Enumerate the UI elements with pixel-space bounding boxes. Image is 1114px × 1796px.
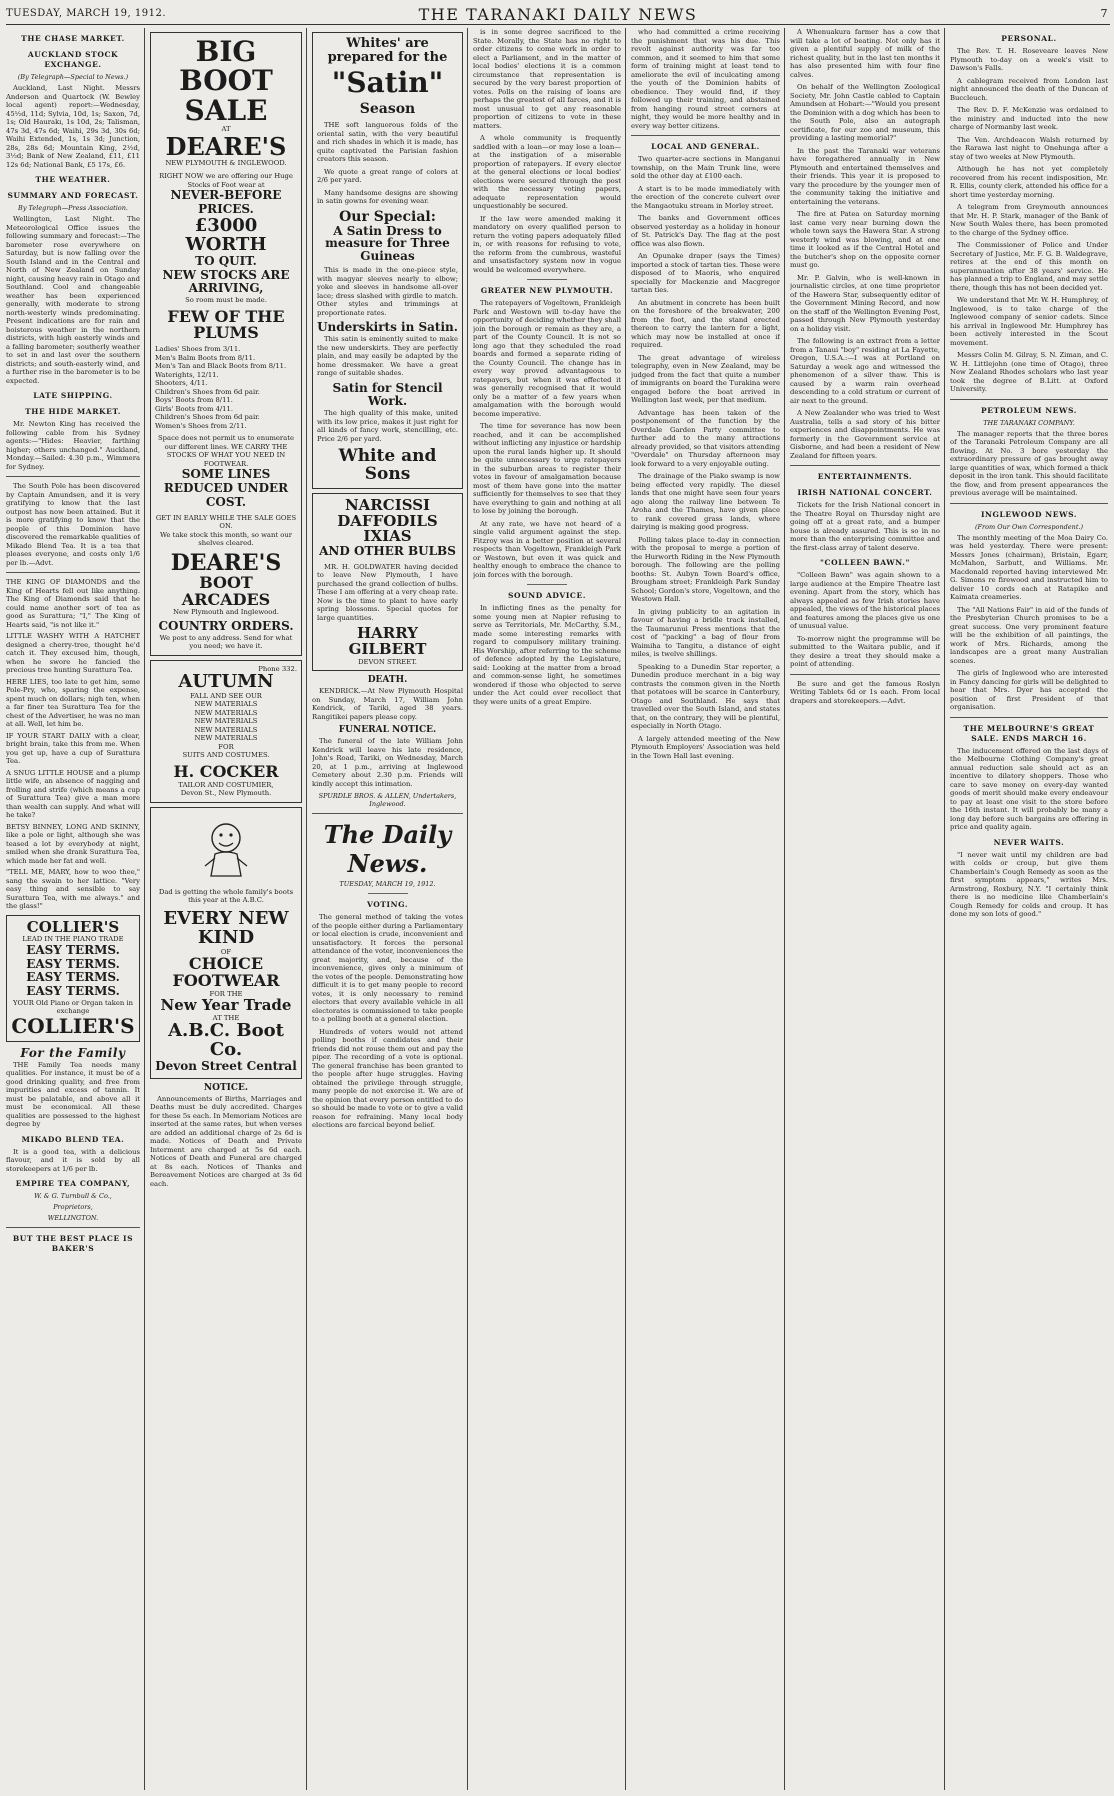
- empire-heading: EMPIRE TEA COMPANY,: [15, 1179, 131, 1189]
- local-item: On behalf of the Wellington Zoological Society, Mr. John Castle cabled to Captain Amundsen at Hobart:—"Would you present the Dominion with a dog which has been to the South Pole, also an autograph certificate, for our zoo and museum, this providing a lasting memorial?": [790, 83, 940, 142]
- other-bulbs: AND OTHER BULBS: [319, 544, 456, 559]
- separator: [527, 584, 567, 585]
- voting-continued-3: If the law were amended making it mandatory on every qualified person to return the voting papers adequately filled in, or with reasons for refusing to vote, the reform from the cumbrous, wasteful and unsatisfactory system now in vogue would be welcomed everywhere.: [473, 214, 621, 274]
- local-item: The fire at Patea on Saturday morning last came very near burning down the whole town says the Hawera Star. A strong westerly wind was blowing, and at one time it looked as if the Central Hotel and the butcher's shop on the opposite corner must go.: [790, 210, 940, 269]
- local-item: Two quarter-acre sections in Manganui township, on the Main Trunk line, were sold the other day at £100 each.: [631, 155, 780, 180]
- plum-item: Girls' Boots from 4/11.: [155, 404, 233, 413]
- local-item: In the past the Taranaki war veterans have foregathered annually in New Plymouth and entertained themselves and their friends. This year it is proposed to vary the procedure by the younger men of the community taking the initiative and entertaining the veterans.: [790, 146, 940, 206]
- column-rule: [625, 28, 626, 1790]
- cocker-name: H. COCKER: [173, 761, 279, 781]
- separator: [950, 503, 1108, 504]
- voting-text-2: Hundreds of voters would not attend polling booths if candidates and their friends did not rouse them out and pay the piper. The recording of a vote is optional. The general franchise has been granted to the people after huge struggles. Having obtained the privilege through struggle, many people do not exercise it. We are of the opinion that every person entitled to do so should be made to vote or to give a valid reason for refraining. Many local body elections are farcical beyond belief.: [312, 1027, 463, 1130]
- column-rule: [306, 28, 307, 1790]
- satin-text-3: Many handsome designs are showing in satin gowns for evening wear.: [317, 188, 458, 206]
- never-waits-heading: NEVER WAITS.: [993, 837, 1065, 847]
- melbourne-heading: THE MELBOURNE'S GREAT SALE. ENDS MARCH 16.: [963, 723, 1095, 743]
- personal-item: The Commissioner of Police and Under Secretary of Justice, Mr. F. G. B. Waldegrave, retires at the end of this month on superannuation after 38 years' service. He has planned a trip to England, and may settle there, though this has not been decided yet.: [950, 241, 1108, 292]
- local-item: A start is to be made immediately with the erection of the concrete culvert over the Mangaotuku stream in Morley street.: [631, 184, 780, 210]
- irish-concert-text: Tickets for the Irish National concert in the Theatre Royal on Thursday night are going off at a great rate, and a bumper house is already assured. This is so in no more than the enterprising committee and the first-class array of talent deserve.: [790, 501, 940, 552]
- bulb-text: MR. H. GOLDWATER having decided to leave New Plymouth, I have purchased the grand collection of bulbs. These I am offering at a very cheap rate. Now is the time to plant to have early spring blossoms. Special quotes for large quantities.: [317, 562, 458, 622]
- local-item: Speaking to a Dunedin Star reporter, a Dunedin produce merchant in a big way contrasts the common given in the North that potatoes will be scarce in Canterbury, Otago and Southland. He says that travelled over the South Island, and states that, on the contrary, they will be plentiful, especially in North Otago.: [631, 662, 780, 730]
- inglewood-heading: INGLEWOOD NEWS.: [980, 509, 1078, 519]
- plum-item: Women's Shoes from 2/11.: [155, 421, 247, 430]
- plum-item: Ladies' Shoes from 3/11.: [155, 345, 241, 354]
- separator: [6, 572, 140, 573]
- column-rule: [144, 28, 145, 1790]
- space-note: Space does not permit us to enumerate our different lines. WE CARRY THE STOCKS OF WHAT YOU NEED IN FOOTWEAR.: [158, 434, 294, 468]
- separator: [312, 813, 463, 814]
- shipping-heading: LATE SHIPPING.: [33, 391, 113, 400]
- personal-item: We understand that Mr. W. H. Humphrey, of Inglewood, is to take charge of the Inglewood company of senior cadets. Since his arrival in Inglewood Mr. Humphrey has been actively interested in the Scout movement.: [950, 296, 1108, 347]
- local-item: The great advantage of wireless telegraphy, even in New Zealand, may be judged from the fact that quite a number of immigrants on board the Turakina were engaged before the boat arrived in Wellington last week, per that medium.: [631, 353, 780, 404]
- separator: [368, 893, 408, 894]
- tomorrow-text: To-morrow night the programme will be submitted to the Waitara public, and if they desire a treat they should make a point of attending.: [790, 634, 940, 668]
- petroleum-text: The manager reports that the three bores of the Taranaki Petroleum Company are all flowing. At No. 3 bore yesterday the extraordinary pressure of gas brought away large quantities of wax, which formed a thick deposit in the iron tank. This should facilitate the flow, and from present appearances the previous average will be maintained.: [950, 429, 1108, 497]
- local-item: A New Zealander who was tried to West Australia, tells a sad story of his bitter experiences and disappointments. He was formerly in the Government service at Gisborne, and had been a resident of New Zealand for fifteen years.: [790, 409, 940, 460]
- harry-gilbert: HARRY GILBERT: [348, 624, 427, 659]
- season-label: Season: [359, 100, 416, 117]
- family-text: THE Family Tea needs many qualities. For instance, it must be of a good drinking quality, and free from impurities and excess of tannin. It must be palatable, and above all it must be economical. All these qualities are possessed to the highest degree by: [6, 1060, 140, 1129]
- column-6: [790, 28, 940, 1790]
- inglewood-item: The monthly meeting of the Moa Dairy Co. was held yesterday. There were present: Messrs Jones (chairman), Bristain, Egarr, McMahon, Sarbutt, and Williams. Mr. Macdonald reported having interviewed Mr. G. Simons re firewood and instructed him to deliver 10 cords each at Ratapiko and Kaimata creameries.: [950, 533, 1108, 601]
- sound-advice-heading: SOUND ADVICE.: [507, 591, 587, 600]
- underskirts-text: This satin is eminently suited to make the new underskirts. They are perfectly plain, and may easily be adapted by the home dressmaker. We have a great range of suitable shades.: [317, 335, 458, 378]
- few-plums: FEW OF THE PLUMS: [167, 306, 285, 343]
- material-line: NEW MATERIALS: [194, 700, 258, 709]
- special-text: A Satin Dress to measure for Three Guineas: [325, 223, 450, 263]
- cocker-sub: TAILOR AND COSTUMIER,: [178, 780, 274, 789]
- colleen-bawn-heading: "COLLEEN BAWN.": [820, 558, 910, 567]
- greater-np-text-3: At any rate, we have not heard of a single valid argument against the step. Fitzroy was in a better position at several respects than Vogeltown, Frankleigh Park or Westown, but even it was quick and healthy enough to embrace the chance to join forces with the borough.: [473, 519, 621, 579]
- material-line: NEW MATERIALS: [194, 734, 258, 743]
- notice-text: Announcements of Births, Marriages and Deaths must be duly accredited. Charges for these 5s each. In Memoriam Notices are inserted at the same rates, but when verses are added an additional charge of 2s 6d is made. Notices of Death and Private Interment are charged at 5s 6d each. Notices of Death and Funeral are charged at 8s each. Notices of Thanks and Bereavement Notices are charged at 3s 6d each.: [150, 1094, 302, 1188]
- column-rule: [467, 28, 468, 1790]
- plum-item: Men's Tan and Black Boots from 8/11.: [155, 362, 287, 371]
- special-desc: This is made in the one-piece style, with magyar sleeves nearly to elbow; yoke and sleeves in handsome all-over lace; dress slashed with girdle to match. Other styles and trimmings at proportionate rates.: [317, 266, 458, 317]
- personal-item: The Rev. T. H. Roseveare leaves New Plymouth to-day on a week's visit to Dawson's Falls.: [950, 47, 1108, 72]
- so-room: So room must be made.: [185, 296, 267, 305]
- separator: [950, 717, 1108, 718]
- satin-text: THE soft languorous folds of the oriental satin, with the very beautiful and rich shades in which it is made, has quite captivated the Parisian fashion creators this season.: [317, 121, 458, 164]
- deares-name-2: DEARE'S: [170, 549, 282, 576]
- daily-news-title: The Daily News.: [323, 820, 452, 879]
- funeral-heading: FUNERAL NOTICE.: [338, 725, 437, 736]
- stock-heading: AUCKLAND STOCK EXCHANGE.: [27, 50, 119, 69]
- market-heading: THE CHASE MARKET.: [21, 34, 125, 43]
- masthead-date: TUESDAY, MARCH 19, 1912.: [6, 8, 167, 19]
- personal-item: The Ven. Archdeacon Walsh returned by the Rarawa last night to Onehunga after a stay of two weeks at New Plymouth.: [950, 135, 1108, 161]
- material-line: NEW MATERIALS: [194, 717, 258, 726]
- funeral-text: The funeral of the late William John Kendrick will leave his late residence, John's Road, Tariki, on Wednesday, March 20, at 1 p.m., arriving at Inglewood Cemetery about 2.30 p.m. Friends will kindly accept this intimation.: [312, 737, 463, 788]
- personal-item: Although he has not yet completely recovered from his recent indisposition, Mr. R. Ellis, county clerk, attended his office for a short time yesterday morning.: [950, 165, 1108, 199]
- new-stocks: NEW STOCKS ARE ARRIVING,: [162, 267, 290, 296]
- at-label: AT: [221, 125, 231, 134]
- shipping-text: Mr. Newton King has received the following cable from his Sydney agents:—"Hides: Heavier, farthing higher; others unchanged." Auckland, Monday.—Sailed: 4.30 p.m., Wimmera for Sydney.: [6, 420, 140, 471]
- here-lies-advert: HERE LIES, too late to get him, some Pole-Pry, who, sparing the expense, spent much on dollars; nigh ten, when a far finer tea Surattura Tea for the chest of the Advertiser, he was no man at all. Well, let him be.: [6, 677, 140, 728]
- piano-line: EASY TERMS.: [26, 984, 120, 999]
- notice-heading: NOTICE.: [203, 1082, 249, 1093]
- undertakers: SPURDLE BROS. & ALLEN, Undertakers, Inglewood.: [318, 792, 457, 809]
- bakers-line: BUT THE BEST PLACE IS BAKER'S: [12, 1234, 134, 1254]
- big-boot-sale: BIG BOOT SALE: [179, 35, 273, 127]
- separator: [950, 399, 1108, 400]
- weather-sub2: By Telegraph—Press Association.: [18, 204, 128, 212]
- piano-line: EASY TERMS.: [26, 942, 120, 957]
- country-text: We post to any address. Send for what you need; we have it.: [159, 633, 293, 651]
- voting-text: The general method of taking the votes of the people either during a Parliamentary or local election is crude, inconvenient and unsatisfactory. It forces the personal attendance of the voter, inconveniences the great majority, and, because of the inconvenience, gives only a minimum of the votes of the people. Demonstrating how difficult it is to get many people to record votes, it is only necessary to remind electors that every available vehicle in all electorates is commissioned to take people to a polling booth at a general election.: [312, 913, 463, 1024]
- empire-line: WELLINGTON.: [47, 1214, 99, 1223]
- personal-heading: PERSONAL.: [1001, 34, 1057, 43]
- right-now: RIGHT NOW we are offering our Huge Stocks of Foot wear at: [159, 172, 293, 189]
- stock-sub: (By Telegraph—Special to News.): [17, 73, 129, 81]
- whites-line-1: Whites' are: [346, 36, 429, 51]
- inglewood-sub: (From Our Own Correspondent.): [974, 522, 1084, 531]
- daffodils: DAFFODILS: [337, 511, 438, 530]
- betsy-advert: BETSY BINNEY, LONG AND SKINNY, like a pole or light, although she was teased a lot by everybody at night, smiled when she drank Surattura Tea, which made her fat and well.: [6, 822, 140, 865]
- stock-text: Auckland, Last Night. Messrs Anderson and Quartock (W. Bewley local agent) report:—Wednesday, 45½d, 11d; Sylvia, 10d, 1s; Saxon, 7d, 1s; Old Haurakı, 1s 10d, 2s; Talisman, 47s 3d, 47s 6d; Waihi, 29s 3d, 30s 6d; Waihi Extended, 1s, 1s 3d; Junction, 28s, 28s 6d; Mountain King, 2½d, 3½d; Bank of New Zealand, £11, £11 12s 6d; National Bank, £5 17s, £6.: [6, 84, 140, 169]
- column-3: [312, 28, 463, 1790]
- death-heading: DEATH.: [367, 675, 408, 686]
- weather-text: Wellington, Last Night. The Meteorological Office issues the following summary and forecast:—The barometer rose everywhere on Saturday, but is now falling over the South Island and in the Central and North of New Zealand on Sunday night, causing heavy rain in Otago and Southland. Cool and changeable weather has been experienced generally, with moderate to strong north-westerly winds predominating. Present indications are for rain and boisterous weather in the northern districts, with high easterly winds and a falling barometer; southerly weather to set in and last over the southern districts; and south-easterly wind, and a further rise in the barometer is to be expected.: [6, 215, 140, 385]
- page-number: 7: [1100, 7, 1108, 20]
- separator: [6, 1227, 140, 1228]
- empire-line: Proprietors,: [53, 1203, 93, 1212]
- weather-heading: THE WEATHER.: [35, 175, 111, 184]
- choice-footwear: CHOICE FOOTWEAR: [172, 954, 280, 990]
- plum-item: Children's Shoes from 6d pair.: [155, 387, 260, 396]
- greater-np-text: The ratepayers of Vogeltown, Frankleigh Park and Westown will to-day have the opportunity of deciding whether they shall join the borough or remain as they are, a part of the County Council. It is not so long ago that they scheduled the road boards and formed a separate riding of the County Council. The change has in every way proved advantageous to ratepayers, but when it was effected it was generally recognised that it would only be a matter of a few years when amalgamation with the borough would become imperative.: [473, 299, 621, 418]
- collier-heading: COLLIER'S: [26, 917, 120, 936]
- column-5: [631, 28, 780, 1790]
- plum-item: Waterights, 12/11.: [155, 370, 219, 379]
- some-lines: SOME LINES REDUCED UNDER COST.: [163, 467, 289, 509]
- underskirts-heading: Underskirts in Satin.: [317, 320, 458, 335]
- whites-satin-advert: [312, 32, 463, 489]
- writing-tablets-advert: Be sure and get the famous Roslyn Writing Tablets 6d or 1s each. From local drapers and storekeepers.—Advt.: [790, 679, 940, 705]
- empire-line: W. & G. Turnbull & Co.,: [34, 1192, 112, 1201]
- masthead-title: THE TARANAKI DAILY NEWS: [418, 5, 698, 24]
- plum-item: Children's Shoes from 6d pair.: [155, 413, 260, 422]
- voting-continued: is in some degree sacrificed to the State. Morally, the State has no right to order citizens to come work in order to elect a Parliament, and in the matter of local bodies' elections it is a common circumstance that representation is secured by the very barest proportion of votes. Polls on the raising of loans are perhaps the greatest of all farces, and it is most unusual to get any reasonable proportion of citizens to vote in these matters.: [473, 28, 621, 130]
- washy-advert: LITTLE WASHY WITH A HATCHET designed a cherry-tree, thought he'd catch it. They excused him, though, when he swore he fancied the precious tree hunting Surattura Tea.: [6, 632, 140, 674]
- personal-item: Messrs Colin M. Gilray, S. N. Ziman, and C. W. H. Littlejohn (one time of Otago), three New Zealand Rhodes scholars who last year took the degree of B.Litt. at Oxford University.: [950, 351, 1108, 393]
- column-2: [150, 28, 302, 1790]
- start-daily-advert: IF YOUR START DAILY with a clear, bright brain, take this from me. When you get up, have a cup of Surattura Tea.: [6, 731, 140, 765]
- cocker-advert: [150, 660, 302, 803]
- column-7: [950, 28, 1108, 1790]
- mikado-heading: MIKADO BLEND TEA.: [21, 1134, 125, 1144]
- column-1: [6, 28, 140, 1790]
- get-early: GET IN EARLY WHILE THE SALE GOES ON.: [155, 513, 297, 531]
- stencil-text: The high quality of this make, united with its low price, makes it just right for all kinds of fancy work, stencilling, etc. Price 2/6 per yard.: [317, 409, 458, 443]
- local-item: The banks and Government offices observed yesterday as a holiday in honour of St. Patrick's Day. The flag at the post office was also flown.: [631, 214, 780, 248]
- never-waits-text: "I never wait until my children are bad with colds or croup, but give them Chamberlain's Cough Remedy as soon as the first symptom appears," writes Mrs. Armstrong, Roxbury, N.Y. "I certainly think there is no medicine like Chamberlain's Cough Remedy for colds and croup. It has done my son lots of good.": [950, 850, 1108, 918]
- local-item: Polling takes place to-day in connection with the proposal to merge a portion of the Hurworth Riding in the New Plymouth borough. The following are the polling booths: St. Aubyn Town Board's office, Brougham street; Frankleigh Park Sunday School; Gordon's store, Vogeltown, and the Westown Hall.: [631, 535, 780, 603]
- never-before: NEVER-BEFORE PRICES.: [170, 188, 282, 217]
- every-new: EVERY NEW KIND: [163, 907, 289, 948]
- local-item: A largely attended meeting of the New Plymouth Employers' Association was held in the Town Hall last evening.: [631, 734, 780, 760]
- local-item: In giving publicity to an agitation in favour of having a bridle track installed, the Taumarunui Press mentions that the cost of "packing" a bag of flour from Waimiha to Tangitu, a distance of eight miles, is twelve shillings.: [631, 607, 780, 658]
- stock-text: We take stock this month, so want our shelves cleared.: [160, 530, 292, 548]
- inglewood-item: The "All Nations Fair" in aid of the funds of the Presbyterian Church promises to be a great success. One very prominent feature will be the exhibition of all paintings, the work of Mrs. Richards, among the landscapes are a great many Australian scenes.: [950, 605, 1108, 665]
- colleen-bawn-text: "Colleen Bawn" was again shown to a large audience at the Empire Theatre last evening. Apart from the story, which has always appealed as few Irish stories have appealed, the views of the historical places and features among the places give us one of unusual value.: [790, 571, 940, 630]
- local-item: The drainage of the Piako swamp is now being effected very rapidly. The diesel lands that one might have seen four years ago along the railway line between Te Aroha and the Thames, have given place to rank covered grass lands, where dairying is making good progress.: [631, 472, 780, 531]
- autumn: AUTUMN: [178, 671, 274, 693]
- narcissi: NARCISSI: [344, 495, 431, 514]
- personal-item: A telegram from Greymouth announces that Mr. H. P. Stark, manager of the Bank of New South Wales there, has been promoted to the charge of the Sydney office.: [950, 203, 1108, 237]
- worth: £3000 WORTH: [185, 214, 267, 255]
- mikado-text: It is a good tea, with a delicious flavour, and it is sold by all storekeepers at 1/6 per lb.: [6, 1147, 140, 1173]
- tell-me-advert: "TELL ME, MARY, how to woo thee," sang the swain to her lattice. "Very easy thing and sensible to say Surattura Tea, with me always." and the glass!": [6, 868, 140, 910]
- hide-heading: THE HIDE MARKET.: [25, 407, 121, 416]
- to-quit: TO QUIT.: [195, 253, 257, 268]
- voting-heading: VOTING.: [366, 900, 409, 910]
- piano-line: EASY TERMS.: [26, 970, 120, 985]
- taranaki-company: THE TARANAKI COMPANY.: [983, 418, 1075, 427]
- organ-text: YOUR Old Piano or Organ taken in exchange: [12, 998, 134, 1016]
- weather-sub: SUMMARY AND FORECAST.: [7, 191, 139, 200]
- plum-item: Boys' Boots from 8/11.: [155, 396, 233, 405]
- piano-line: EASY TERMS.: [26, 956, 120, 971]
- collier-big: COLLIER'S: [11, 1013, 135, 1038]
- new-year-trade: New Year Trade: [160, 996, 292, 1015]
- separator: [790, 674, 940, 675]
- death-text: KENDRICK.—At New Plymouth Hospital on Sunday, March 17, William John Kendrick, of Tariki, aged 38 years. Rangitikei papers please copy.: [312, 687, 463, 721]
- separator: [631, 135, 780, 136]
- baby-caption: Dad is getting the whole family's boots this year at the A.B.C.: [158, 887, 294, 905]
- local-item: The following is an extract from a letter from a Tanaui "boy" residing at La Fayette, Oregon, U.S.A.:—I was at Portland on Saturday a week ago and witnessed the phenomenon of a silver thaw. This is caused by a warm rain overhead descending to a cold stratum or current of air next to the ground.: [790, 337, 940, 405]
- voting-continued-2: A whole community is frequently saddled with a loan—or may lose a loan—at the instigation of a miserable proportion of ratepayers. If every elector at the general elections or local bodies' elections were secured through the post with the necessary voting papers, adequate representation would unquestionably be secured.: [473, 134, 621, 210]
- suits: SUITS AND COSTUMES.: [182, 751, 270, 760]
- collier-advert: [6, 915, 140, 1042]
- boot-arcades: BOOT ARCADES: [181, 572, 271, 609]
- baby-illustration: [199, 818, 253, 882]
- deares-boot-sale-advert: [150, 32, 302, 656]
- sound-advice-continued: who had committed a crime receiving the punishment that was his due. This revolt against authority was far too common, and it seemed to him that some form of training might at least tend to ameliorate the evil of inculcating among the youth of the Dominion habits of obedience. They would find, if they followed up their training, and abstained from hanging round street corners at night, they would be more healthy and in every way better citizens.: [631, 28, 780, 130]
- of-label: OF: [220, 947, 232, 956]
- column-rule: [944, 28, 945, 1790]
- deares-name: DEARE'S: [165, 131, 287, 161]
- satin-title: "Satin": [331, 66, 444, 100]
- personal-item: The Rev. D. F. McKenzie was ordained to the ministry and inducted into the new charge of Normanby last week.: [950, 106, 1108, 131]
- local-general-heading: LOCAL AND GENERAL.: [651, 142, 760, 151]
- daily-date: TUESDAY, MARCH 19, 1912.: [339, 880, 436, 889]
- whites-line-2: prepared for the: [327, 49, 448, 65]
- personal-item: A cablegram received from London last night announced the death of the Duncan of Buccleuch.: [950, 76, 1108, 102]
- for-label: FOR: [218, 742, 234, 751]
- country-orders: COUNTRY ORDERS.: [158, 618, 294, 633]
- greater-np-heading: GREATER NEW PLYMOUTH.: [480, 286, 614, 295]
- greater-np-text-2: The time for severance has now been reached, and it can be accomplished without inflicting any injustice or hardship upon the rural lands higher up. It should be quite unnecessary to urge ratepayers in the suburban areas to register their votes in favour of amalgamation because most of them have gone into the matter sufficiently for themselves to see that they have everything to gain and nothing at all to lose by joining the borough.: [473, 422, 621, 515]
- column-4: [473, 28, 621, 1790]
- material-line: NEW MATERIALS: [194, 725, 258, 734]
- stencil-heading: Satin for Stencil Work.: [332, 380, 443, 409]
- plum-item: Shooters, 4/11.: [155, 379, 208, 388]
- masthead: [6, 4, 1110, 25]
- fall-winter: FALL AND SEE OUR: [190, 691, 262, 700]
- separator: [790, 465, 940, 466]
- local-item: A Whenuakura farmer has a cow that will take a lot of beating. Not only has it given a plentiful supply of milk of the richest quality, but in the last ten months it has also presented him with four fine calves.: [790, 28, 940, 79]
- local-item: Advantage has been taken of the postponement of the function by the Overdale Garden Party committee to further add to the many attractions already provided, so that visitors attending "Overdale" on Thursday afternoon may look forward to a very enjoyable outing.: [631, 408, 780, 468]
- ixias: IXIAS: [363, 527, 412, 546]
- deares-address: NEW PLYMOUTH & INGLEWOOD.: [165, 158, 287, 167]
- family-heading: For the Family: [20, 1045, 126, 1060]
- phone: Phone 332.: [258, 664, 297, 673]
- plums-list: [155, 345, 297, 430]
- entertainments-heading: ENTERTAINMENTS.: [817, 472, 913, 481]
- bulbs-advert: [312, 493, 463, 672]
- kings-advert: THE KING OF DIAMONDS and the King of Hearts fell out like anything. The King of Diamonds said that he could name another sort of tea as good as Surattura; "I," The King of Hearts said, "is not like it.": [6, 578, 140, 629]
- cocker-address: Devon St., New Plymouth.: [180, 789, 272, 798]
- at-the: AT THE: [212, 1013, 240, 1022]
- pole-advert: The South Pole has been discovered by Captain Amundsen, and it is very gratifying to know that the last outpost has now been attained. But it is more gratifying to know that the people of this Dominion have discovered the remarkable qualities of Mikado Blend Tea. It is a tea that pleases everyone, and costs only 1/6 per lb.—Advt.: [6, 482, 140, 567]
- snug-house-advert: A SNUG LITTLE HOUSE and a plump little wife, an absence of nagging and frolling and strife (which means a cup of Surattura Tea) give a man more than wealth can supply. And what will he take?: [6, 768, 140, 819]
- local-item: An Opunake draper (says the Times) imported a stock of tartan ties. These were disposed of to Maoris, who enquired specially for Mackenzie and Macgregor tartan ties.: [631, 252, 780, 294]
- petroleum-heading: PETROLEUM NEWS.: [981, 405, 1077, 415]
- irish-concert-heading: IRISH NATIONAL CONCERT.: [797, 488, 933, 497]
- harry-address: DEVON STREET.: [358, 657, 417, 666]
- abc-boot-advert: [150, 807, 302, 1079]
- satin-text-2: We quote a great range of colors at 2/6 per yard.: [317, 167, 458, 185]
- plum-item: Men's Balm Boots from 8/11.: [155, 353, 256, 362]
- inglewood-item: The girls of Inglewood who are interested in Fancy dancing for girls will be delighted to hear that Mrs. Dyer has accepted the position of first President of that organisation.: [950, 669, 1108, 711]
- local-item: An abutment in concrete has been built on the foreshore of the breakwater, 200 from the foot, and the stand erected thereon to carry the lantern for a light, which may now be installed at once if required.: [631, 298, 780, 349]
- material-line: NEW MATERIALS: [194, 708, 258, 717]
- melbourne-text: The inducement offered on the last days of the Melbourne Clothing Company's great annual reduction sale should act as an incentive to dilatory shoppers. Those who care to save money on every-day wanted goods of merit should make every endeavour to pay at least one visit to the store before the 16th instant. It will probably be many a long day before such bargains are offering in price and quality again.: [950, 746, 1108, 831]
- separator: [6, 476, 140, 477]
- for-the: FOR THE: [209, 989, 243, 998]
- sound-advice-text: In inflicting fines as the penalty for some young men at Napier refusing to serve as Territorials, Mr. McCarthy, S.M., made some interesting remarks with regard to compulsory military training. His Worship, after referring to the scheme of defence adopted by the Legislature, said: Looking at the matter from a broad and common-sense light, he sometimes wondered if those who objected to serve under the Act could ever recollect that they were units of a great Empire.: [473, 604, 621, 706]
- local-item: Mr. P. Galvin, who is well-known in journalistic circles, at one time proprietor of the Hawera Star, subsequently editor of the Government Mining Record, and now on the staff of the Wellington Evening Post, passed through New Plymouth yesterday on a holiday visit.: [790, 273, 940, 333]
- white-and-sons: White and Sons: [338, 446, 437, 485]
- our-special: Our Special:: [339, 208, 436, 225]
- np-inglewood: New Plymouth and Inglewood.: [173, 608, 279, 617]
- separator: [527, 279, 567, 280]
- abc-boot-co: A.B.C. Boot Co.: [168, 1020, 284, 1061]
- column-rule: [784, 28, 785, 1790]
- collier-sub: LEAD IN THE PIANO TRADE: [22, 935, 124, 944]
- devon-street: Devon Street Central: [155, 1059, 297, 1074]
